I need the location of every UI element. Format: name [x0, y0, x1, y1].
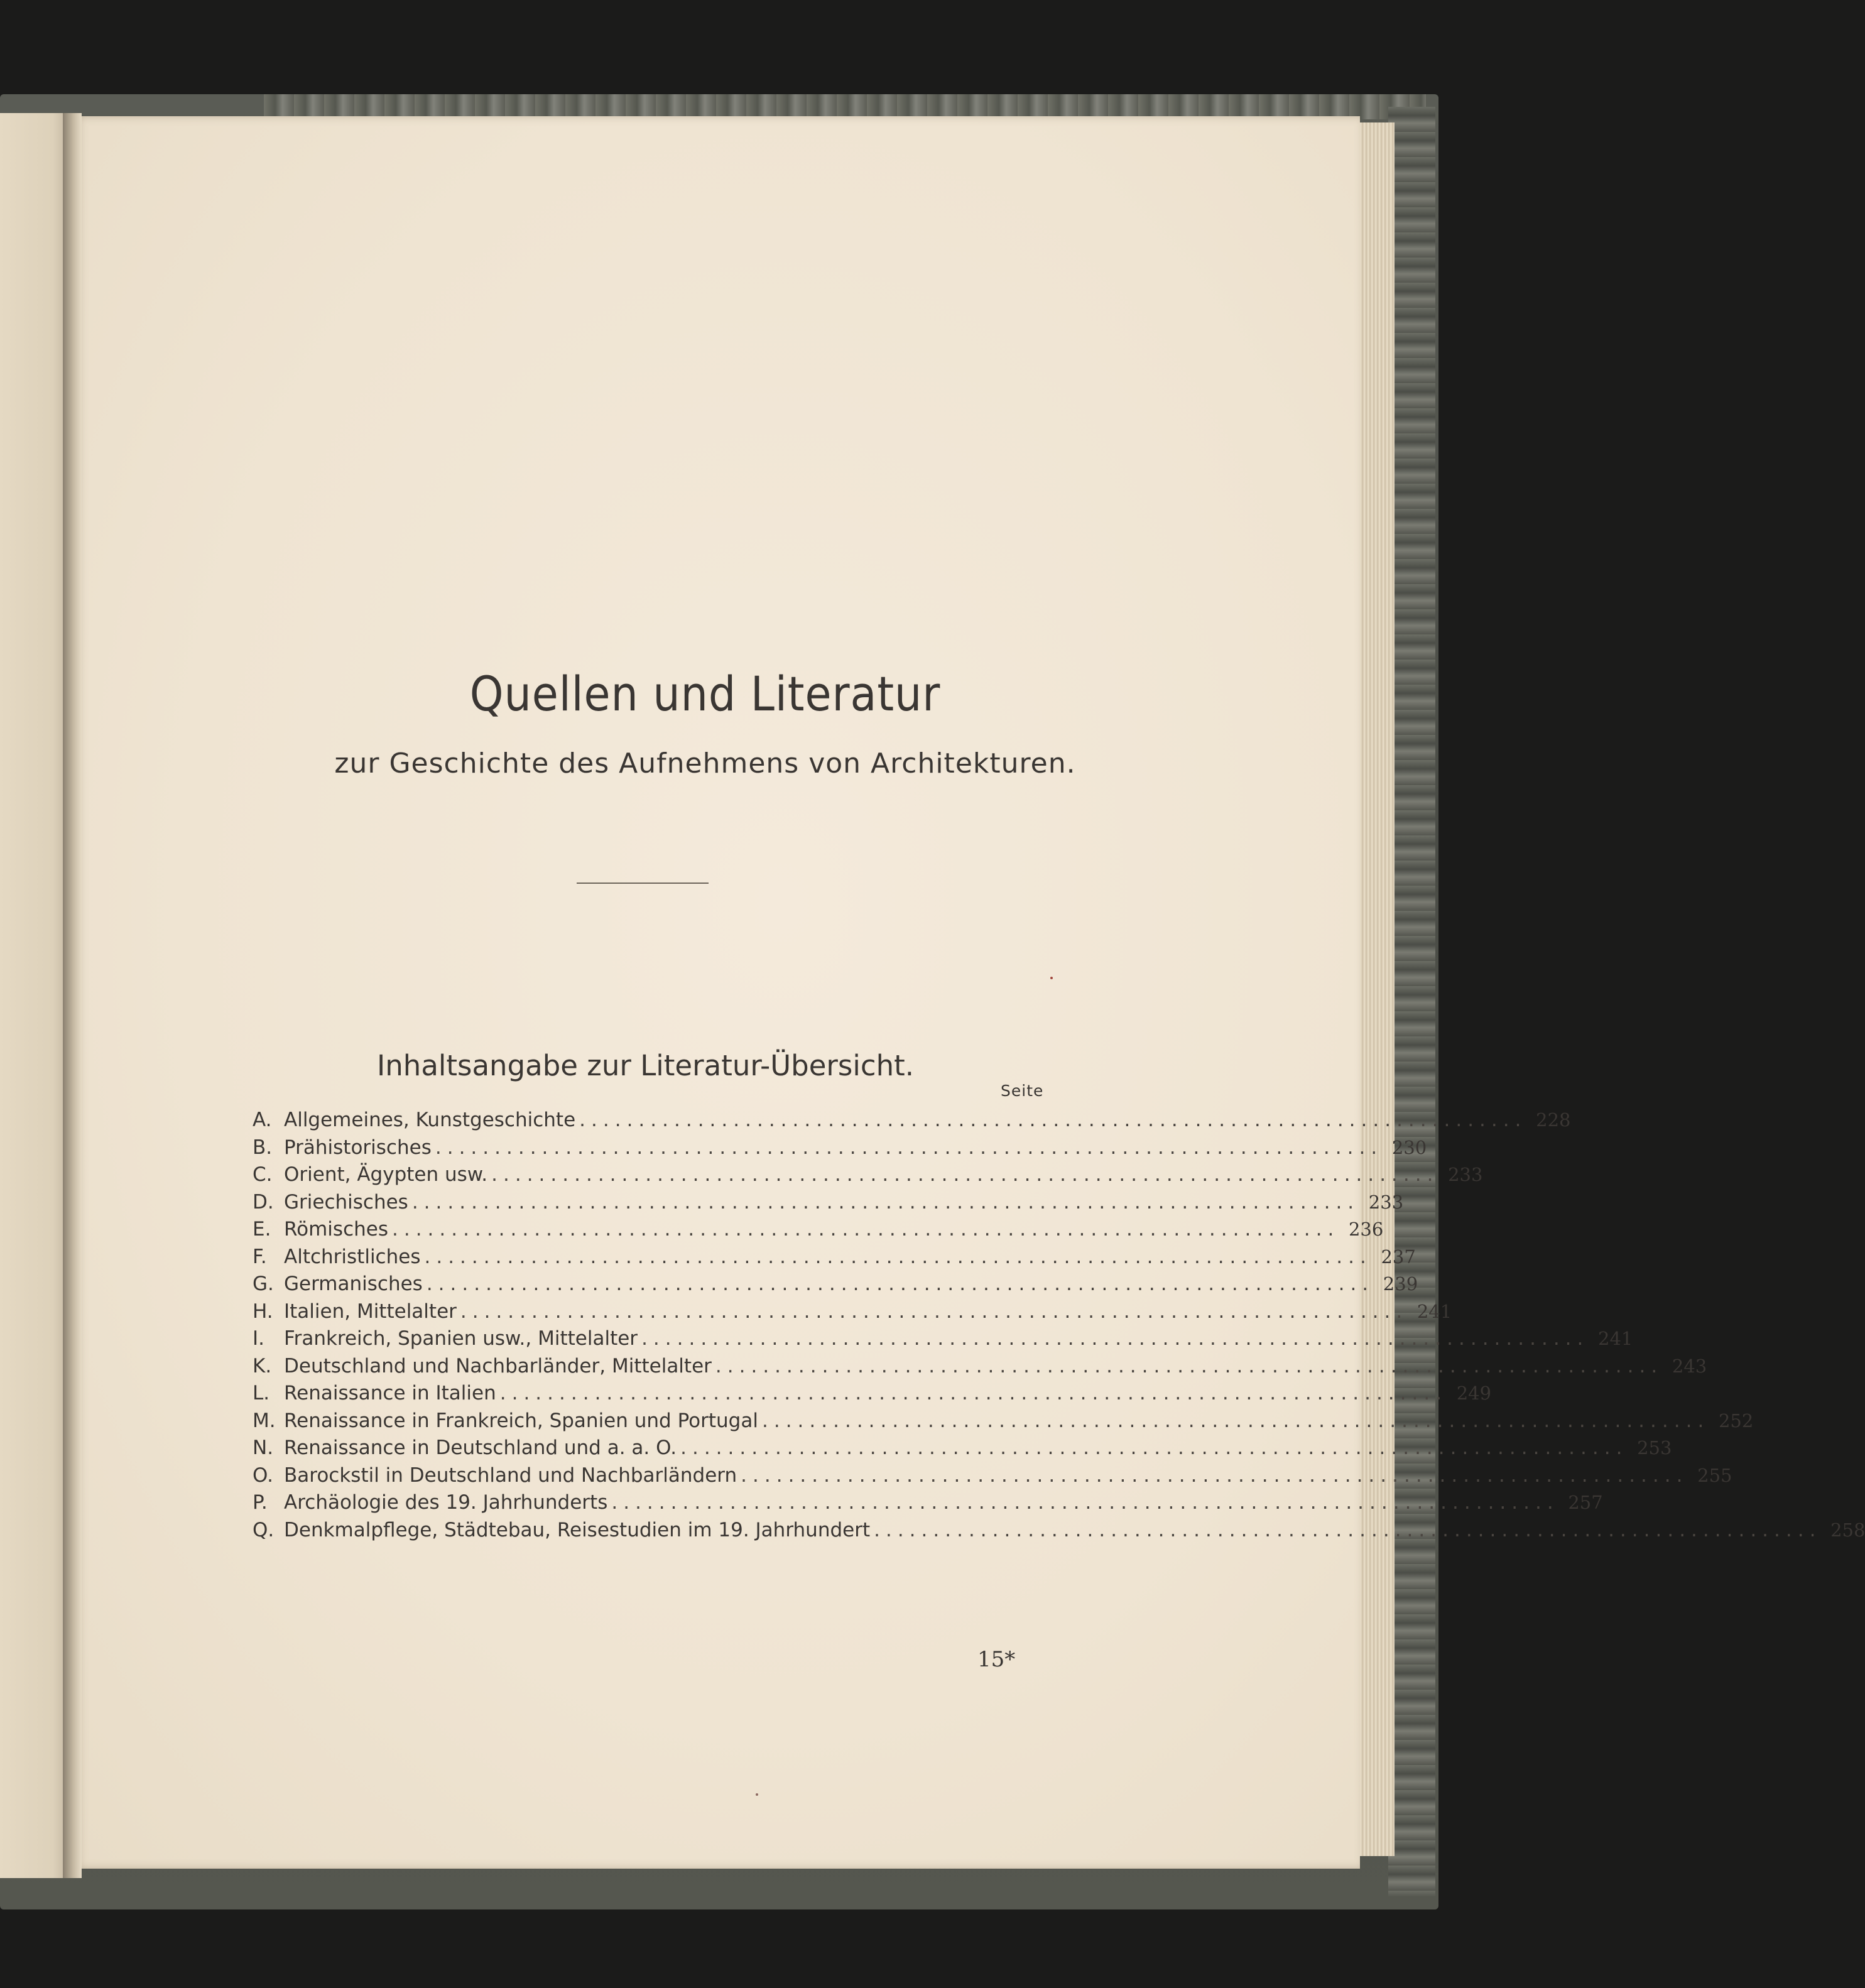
toc-entry-title: Denkmalpflege, Städtebau, Reisestudien im 19. Jahrhundert — [284, 1518, 871, 1541]
toc-entry-title: Römisches — [284, 1218, 388, 1241]
toc-leader-dots: ................................................................................ — [761, 1409, 1710, 1432]
toc-entry-title: Renaissance in Deutschland und a. a. O. — [284, 1437, 677, 1459]
toc-entry-letter: Q. — [253, 1518, 275, 1541]
toc-entry — [253, 1462, 1732, 1490]
toc-entry-page: 236 — [1348, 1219, 1384, 1240]
toc-entry — [253, 1489, 1603, 1517]
toc-entry-title: Griechisches — [284, 1190, 408, 1214]
toc-entry-page: 237 — [1381, 1246, 1416, 1268]
toc-entry-title: Germanisches — [284, 1273, 423, 1295]
toc-leader-dots: ................................................................................ — [715, 1354, 1663, 1377]
toc-entry-letter: E. — [253, 1218, 271, 1241]
toc-entry-page: 230 — [1391, 1136, 1427, 1158]
toc-entry — [253, 1244, 1416, 1271]
toc-entry-title: Allgemeines, Kunstgeschichte — [284, 1109, 576, 1131]
toc-entry-title: Renaissance in Italien — [284, 1382, 496, 1404]
toc-leader-dots: ................................................................................ — [392, 1218, 1340, 1241]
toc-entry-letter: M. — [253, 1409, 276, 1432]
toc-entry — [253, 1107, 1571, 1134]
page-title: Quellen und Literatur — [469, 666, 941, 722]
toc-leader-dots: ................................................................................ — [435, 1136, 1383, 1159]
toc-entry-title: Altchristliches — [284, 1245, 421, 1268]
cover-top-edge — [264, 94, 1426, 119]
book-gutter — [63, 113, 82, 1878]
toc-entry — [253, 1380, 1492, 1408]
toc-leader-dots: ................................................................................ — [460, 1300, 1408, 1323]
toc-entry-letter: F. — [253, 1245, 267, 1268]
toc-entry — [253, 1298, 1452, 1326]
toc-entry — [253, 1325, 1633, 1353]
toc-entry-page: 257 — [1568, 1492, 1603, 1513]
toc-entry-page: 252 — [1718, 1410, 1754, 1431]
toc-entry-title: Italien, Mittelalter — [284, 1300, 457, 1323]
toc-entry-title: Prähistorisches — [284, 1136, 432, 1159]
toc-entry-letter: G. — [253, 1273, 274, 1295]
right-page — [75, 116, 1360, 1869]
toc-entry-title: Barockstil in Deutschland und Nachbarländern — [284, 1464, 737, 1487]
toc-entry-letter: I. — [253, 1327, 264, 1350]
toc-entry-letter: D. — [253, 1190, 274, 1214]
toc-heading: Inhaltsangabe zur Literatur-Übersicht. — [377, 1049, 915, 1082]
toc-list — [253, 1107, 1865, 1544]
toc-leader-dots: ................................................................................ — [641, 1327, 1589, 1350]
toc-leader-dots: ................................................................................ — [491, 1163, 1439, 1186]
toc-entry-page: 255 — [1697, 1464, 1732, 1486]
toc-entry-title: Orient, Ägypten usw. — [284, 1163, 488, 1186]
toc-entry-page: 233 — [1368, 1191, 1404, 1213]
toc-column-label: Seite — [1001, 1082, 1044, 1100]
toc-entry-page: 243 — [1672, 1355, 1707, 1377]
toc-entry — [253, 1408, 1754, 1435]
toc-entry — [253, 1271, 1418, 1298]
toc-entry-letter: H. — [253, 1300, 273, 1323]
toc-entry — [253, 1517, 1865, 1545]
paper-speck — [1050, 977, 1053, 979]
toc-entry — [253, 1189, 1404, 1217]
toc-entry-title: Renaissance in Frankreich, Spanien und Portugal — [284, 1409, 758, 1432]
toc-entry-page: 233 — [1448, 1164, 1483, 1185]
toc-entry-letter: O. — [253, 1464, 273, 1487]
toc-entry — [253, 1353, 1707, 1381]
toc-leader-dots: ................................................................................ — [611, 1491, 1559, 1514]
toc-entry — [253, 1161, 1483, 1189]
toc-entry-letter: P. — [253, 1491, 268, 1514]
page-subtitle: zur Geschichte des Aufnehmens von Architekturen. — [334, 747, 1076, 779]
toc-entry-page: 258 — [1830, 1519, 1865, 1541]
toc-entry-title: Deutschland und Nachbarländer, Mittelalter — [284, 1354, 712, 1377]
toc-entry-letter: C. — [253, 1163, 273, 1186]
toc-leader-dots: ................................................................................ — [411, 1190, 1360, 1214]
toc-leader-dots: ................................................................................ — [579, 1109, 1527, 1131]
page-edges — [1357, 122, 1395, 1856]
toc-leader-dots: ................................................................................ — [680, 1437, 1628, 1459]
toc-entry — [253, 1435, 1672, 1462]
page-number: 15* — [977, 1647, 1016, 1672]
toc-leader-dots: ................................................................................ — [426, 1273, 1374, 1295]
toc-leader-dots: ................................................................................ — [424, 1245, 1372, 1268]
toc-entry-letter: A. — [253, 1109, 272, 1131]
toc-entry-page: 241 — [1598, 1328, 1633, 1349]
toc-leader-dots: ................................................................................ — [874, 1518, 1822, 1541]
toc-entry — [253, 1216, 1384, 1244]
toc-leader-dots: ................................................................................ — [741, 1464, 1688, 1487]
toc-entry-title: Frankreich, Spanien usw., Mittelalter — [284, 1327, 638, 1350]
paper-speck — [756, 1793, 758, 1796]
divider-rule — [577, 883, 709, 884]
toc-leader-dots: ................................................................................ — [499, 1382, 1448, 1404]
toc-entry — [253, 1134, 1427, 1162]
toc-entry-page: 253 — [1637, 1437, 1672, 1458]
toc-entry-page: 249 — [1456, 1382, 1492, 1404]
toc-entry-letter: B. — [253, 1136, 273, 1159]
toc-entry-page: 239 — [1383, 1273, 1418, 1295]
toc-entry-page: 228 — [1536, 1109, 1571, 1131]
toc-entry-letter: N. — [253, 1437, 274, 1459]
toc-entry-letter: L. — [253, 1382, 270, 1404]
cover-right-edge — [1388, 107, 1435, 1897]
toc-entry-page: 241 — [1416, 1300, 1452, 1322]
toc-entry-title: Archäologie des 19. Jahrhunderts — [284, 1491, 608, 1514]
toc-entry-letter: K. — [253, 1354, 272, 1377]
